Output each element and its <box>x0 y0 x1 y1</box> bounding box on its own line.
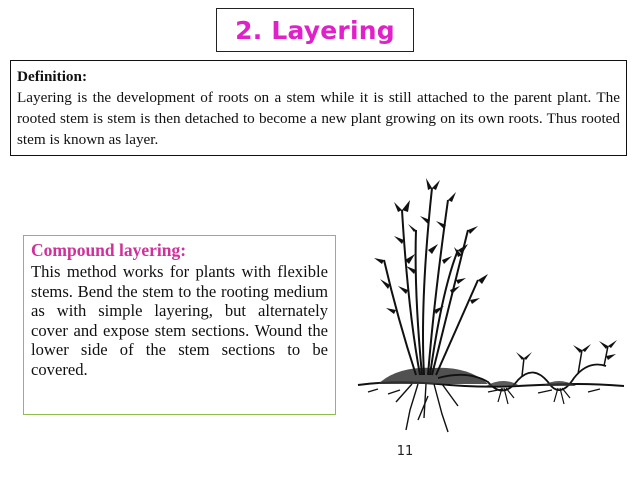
main-stems <box>384 188 478 375</box>
compound-layering-label: Compound layering: <box>31 240 187 260</box>
definition-box <box>10 60 627 156</box>
slide-title: 2. Layering <box>235 15 395 45</box>
slide-title-box <box>216 8 414 52</box>
new-shoots <box>522 346 608 376</box>
definition-label: Definition: <box>17 68 88 85</box>
compound-layering-text: This method works for plants with flexible stems. Bend the stem to the rooting medium as with simple layering, but alternately cover and expose stem sections. Wound the lower side of the stem sections to be covered. <box>31 262 328 379</box>
new-shoot-leaves <box>516 340 617 360</box>
compound-layering-plant-illustration <box>338 170 628 440</box>
page-number: 11 <box>396 444 414 459</box>
main-roots <box>396 384 458 432</box>
compound-layering-box <box>23 235 336 415</box>
definition-text: Layering is the development of roots on a stem while it is still attached to the parent plant. The rooted stem is stem is then detached to become a new plant growing on its own roots. Thus rooted stem is known as layer. <box>17 89 620 148</box>
